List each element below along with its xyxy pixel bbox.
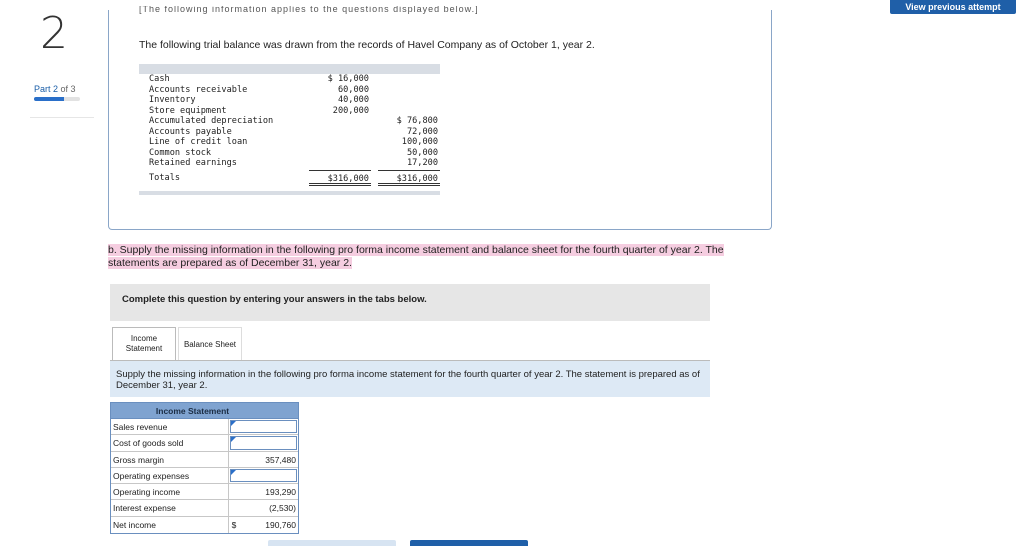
income-statement-input[interactable] <box>230 436 297 449</box>
tab-income-statement-line2: Statement <box>125 344 163 353</box>
account-name: Inventory <box>149 95 196 105</box>
trial-balance-totals-row <box>139 170 440 186</box>
income-statement-value: 357,480 <box>265 454 296 465</box>
tab-income-statement-line1: Income <box>130 334 158 343</box>
tab-balance-sheet[interactable]: Balance Sheet <box>178 327 242 361</box>
part-label: Part 2 <box>34 84 59 94</box>
part-indicator <box>34 84 76 94</box>
prev-button[interactable] <box>268 540 396 546</box>
income-statement-value: 190,760 <box>265 519 296 530</box>
income-statement-value: (2,530) <box>269 503 296 514</box>
income-statement-input[interactable] <box>230 420 297 433</box>
credit-value: $ 76,800 <box>396 116 438 126</box>
total-debit: $316,000 <box>309 170 371 186</box>
income-statement-row-label: Interest expense <box>111 500 229 515</box>
income-statement-row <box>111 517 298 533</box>
trial-balance-row <box>139 106 440 117</box>
trial-balance-top-bar <box>139 64 440 74</box>
next-button[interactable] <box>410 540 528 546</box>
part-of-label: of 3 <box>60 84 76 94</box>
income-statement-row-label: Operating income <box>111 484 229 499</box>
debit-value: 60,000 <box>337 84 369 95</box>
income-statement-title: Income Statement <box>111 403 298 419</box>
info-panel <box>108 6 772 230</box>
credit-value <box>378 74 440 85</box>
total-credit: $316,000 <box>378 170 440 186</box>
tab-income-statement[interactable] <box>112 327 176 361</box>
income-statement-row-label: Sales revenue <box>111 419 229 434</box>
income-statement-row-label: Gross margin <box>111 452 229 467</box>
income-statement-row <box>111 452 298 468</box>
income-statement-input[interactable] <box>230 469 297 482</box>
income-statement-row <box>111 484 298 500</box>
account-name: Common stock <box>149 147 212 158</box>
debit-value <box>309 137 371 148</box>
currency-symbol <box>229 500 239 515</box>
clipped-header-text: [The following information applies to the questions displayed below.] <box>139 6 479 14</box>
income-statement-table <box>110 402 299 534</box>
account-name: Accounts receivable <box>149 84 248 95</box>
debit-value: 40,000 <box>337 95 369 105</box>
credit-value: 72,000 <box>406 126 438 137</box>
left-divider <box>30 117 94 118</box>
trial-balance-table <box>139 64 440 195</box>
trial-balance-row <box>139 158 440 169</box>
account-name: Line of credit loan <box>149 137 248 147</box>
debit-value <box>309 158 371 169</box>
trial-balance-bottom-bar <box>139 191 440 195</box>
income-statement-value: 193,290 <box>265 487 296 498</box>
debit-value <box>309 127 371 138</box>
income-statement-instructions: Supply the missing information in the following pro forma income statement for the fourth quarter of year 2. The statement is prepared as of December 31, year 2. <box>110 361 710 397</box>
debit-value: $ 16,000 <box>327 74 369 84</box>
trial-balance-row <box>139 127 440 138</box>
income-statement-row <box>111 435 298 451</box>
trial-balance-row <box>139 74 440 85</box>
income-statement-row <box>111 419 298 435</box>
view-previous-attempt-button[interactable]: View previous attempt <box>890 0 1016 14</box>
totals-label: Totals <box>149 172 181 183</box>
currency-symbol <box>229 484 239 499</box>
trial-balance-row <box>139 116 440 127</box>
debit-value: 200,000 <box>332 105 369 116</box>
income-statement-row-label: Operating expenses <box>111 468 229 483</box>
part-progress-fill <box>34 97 64 101</box>
income-statement-row <box>111 500 298 516</box>
account-name: Accumulated depreciation <box>149 116 274 126</box>
debit-value <box>309 116 371 127</box>
credit-value: 100,000 <box>401 137 438 147</box>
income-statement-row-label: Cost of goods sold <box>111 435 229 450</box>
trial-balance-row <box>139 85 440 96</box>
credit-value: 50,000 <box>406 147 438 158</box>
part-b-text: b. Supply the missing information in the following pro forma income statement and balance sheet for the fourth quarter of year 2. The statements are prepared as of December 31, year 2. <box>108 244 724 269</box>
trial-balance-row <box>139 95 440 106</box>
credit-value <box>378 106 440 117</box>
income-statement-row-label: Net income <box>111 517 229 533</box>
debit-value <box>309 148 371 159</box>
part-b-question <box>108 244 772 270</box>
credit-value <box>378 95 440 106</box>
complete-question-banner: Complete this question by entering your answers in the tabs below. <box>110 284 710 321</box>
question-number: 2 <box>40 8 68 59</box>
currency-symbol <box>229 452 239 467</box>
account-name: Store equipment <box>149 105 227 116</box>
intro-text: The following trial balance was drawn from the records of Havel Company as of October 1, year 2. <box>139 39 595 51</box>
currency-symbol: $ <box>231 519 237 530</box>
trial-balance-row <box>139 148 440 159</box>
account-name: Accounts payable <box>149 126 232 137</box>
part-progress-bar <box>34 97 80 101</box>
account-name: Retained earnings <box>149 158 237 168</box>
income-statement-row <box>111 468 298 484</box>
answer-tabs <box>112 327 242 361</box>
account-name: Cash <box>149 74 170 84</box>
credit-value <box>378 85 440 96</box>
credit-value: 17,200 <box>406 158 438 168</box>
trial-balance-row <box>139 137 440 148</box>
